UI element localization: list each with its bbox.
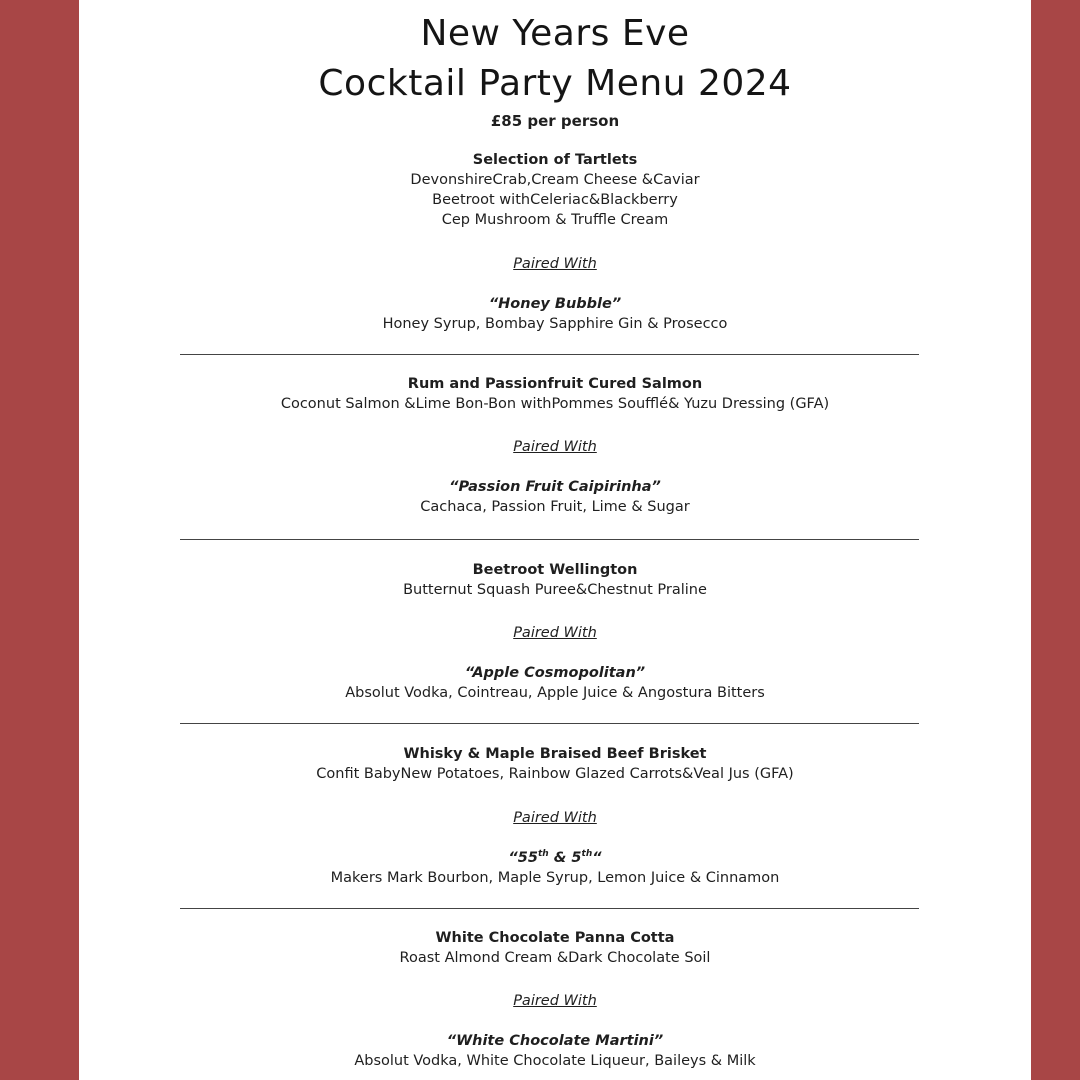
cocktail-ingredients: Honey Syrup, Bombay Sapphire Gin & Prosecco: [382, 316, 728, 332]
course-salmon: [79, 374, 1031, 517]
course-wellington: [79, 560, 1031, 703]
section-divider: [180, 539, 919, 540]
paired-with-label: Paired With: [513, 439, 597, 455]
cocktail-name-mid: & 5: [548, 850, 582, 866]
section-divider: [180, 723, 919, 724]
cocktail-name: [79, 848, 1031, 868]
dish-name: Beetroot Wellington: [472, 562, 638, 578]
menu-title-line1: New Years Eve: [420, 13, 690, 54]
cocktail-name-close: “: [592, 850, 602, 866]
section-divider: [180, 908, 919, 909]
dish-detail: Coconut Salmon &Lime Bon-Bon withPommes Soufflé& Yuzu Dressing (GFA): [280, 396, 830, 412]
dish-detail: Beetroot withCeleriac&Blackberry: [432, 192, 678, 208]
cocktail-name: “Passion Fruit Caipirinha”: [449, 479, 661, 495]
paired-with-label: Paired With: [513, 810, 597, 826]
dish-detail: Cep Mushroom & Truffle Cream: [441, 212, 669, 228]
course-tartlets: [79, 150, 1031, 334]
dish-detail: Butternut Squash Puree&Chestnut Praline: [403, 582, 707, 598]
cocktail-name-open: “55: [508, 850, 538, 866]
cocktail-name-sup2: th: [581, 849, 593, 860]
dish-name: White Chocolate Panna Cotta: [435, 930, 675, 946]
paired-with-label: Paired With: [513, 256, 597, 272]
dish-detail: Roast Almond Cream &Dark Chocolate Soil: [399, 950, 711, 966]
dish-name: Selection of Tartlets: [472, 152, 638, 168]
course-panna-cotta: [79, 928, 1031, 1071]
menu-page: [79, 0, 1031, 1080]
dish-detail: Confit BabyNew Potatoes, Rainbow Glazed Carrots&Veal Jus (GFA): [316, 766, 794, 782]
dish-name: Rum and Passionfruit Cured Salmon: [407, 376, 703, 392]
paired-with-label: Paired With: [513, 625, 597, 641]
cocktail-ingredients: Absolut Vodka, Cointreau, Apple Juice & Angostura Bitters: [345, 685, 765, 701]
cocktail-ingredients: Makers Mark Bourbon, Maple Syrup, Lemon Juice & Cinnamon: [330, 870, 780, 886]
section-divider: [180, 354, 919, 355]
cocktail-name-sup1: th: [537, 849, 549, 860]
cocktail-name: “Apple Cosmopolitan”: [464, 665, 646, 681]
cocktail-name: “White Chocolate Martini”: [446, 1033, 664, 1049]
dish-detail: DevonshireCrab,Cream Cheese &Caviar: [410, 172, 700, 188]
paired-with-label: Paired With: [513, 993, 597, 1009]
menu-title-line2: Cocktail Party Menu 2024: [318, 63, 792, 104]
cocktail-ingredients: Cachaca, Passion Fruit, Lime & Sugar: [420, 499, 690, 515]
cocktail-ingredients: Absolut Vodka, White Chocolate Liqueur, Baileys & Milk: [354, 1053, 756, 1069]
course-brisket: [79, 744, 1031, 888]
menu-price: £85 per person: [490, 112, 620, 130]
dish-name: Whisky & Maple Braised Beef Brisket: [403, 746, 707, 762]
cocktail-name: “Honey Bubble”: [488, 296, 622, 312]
